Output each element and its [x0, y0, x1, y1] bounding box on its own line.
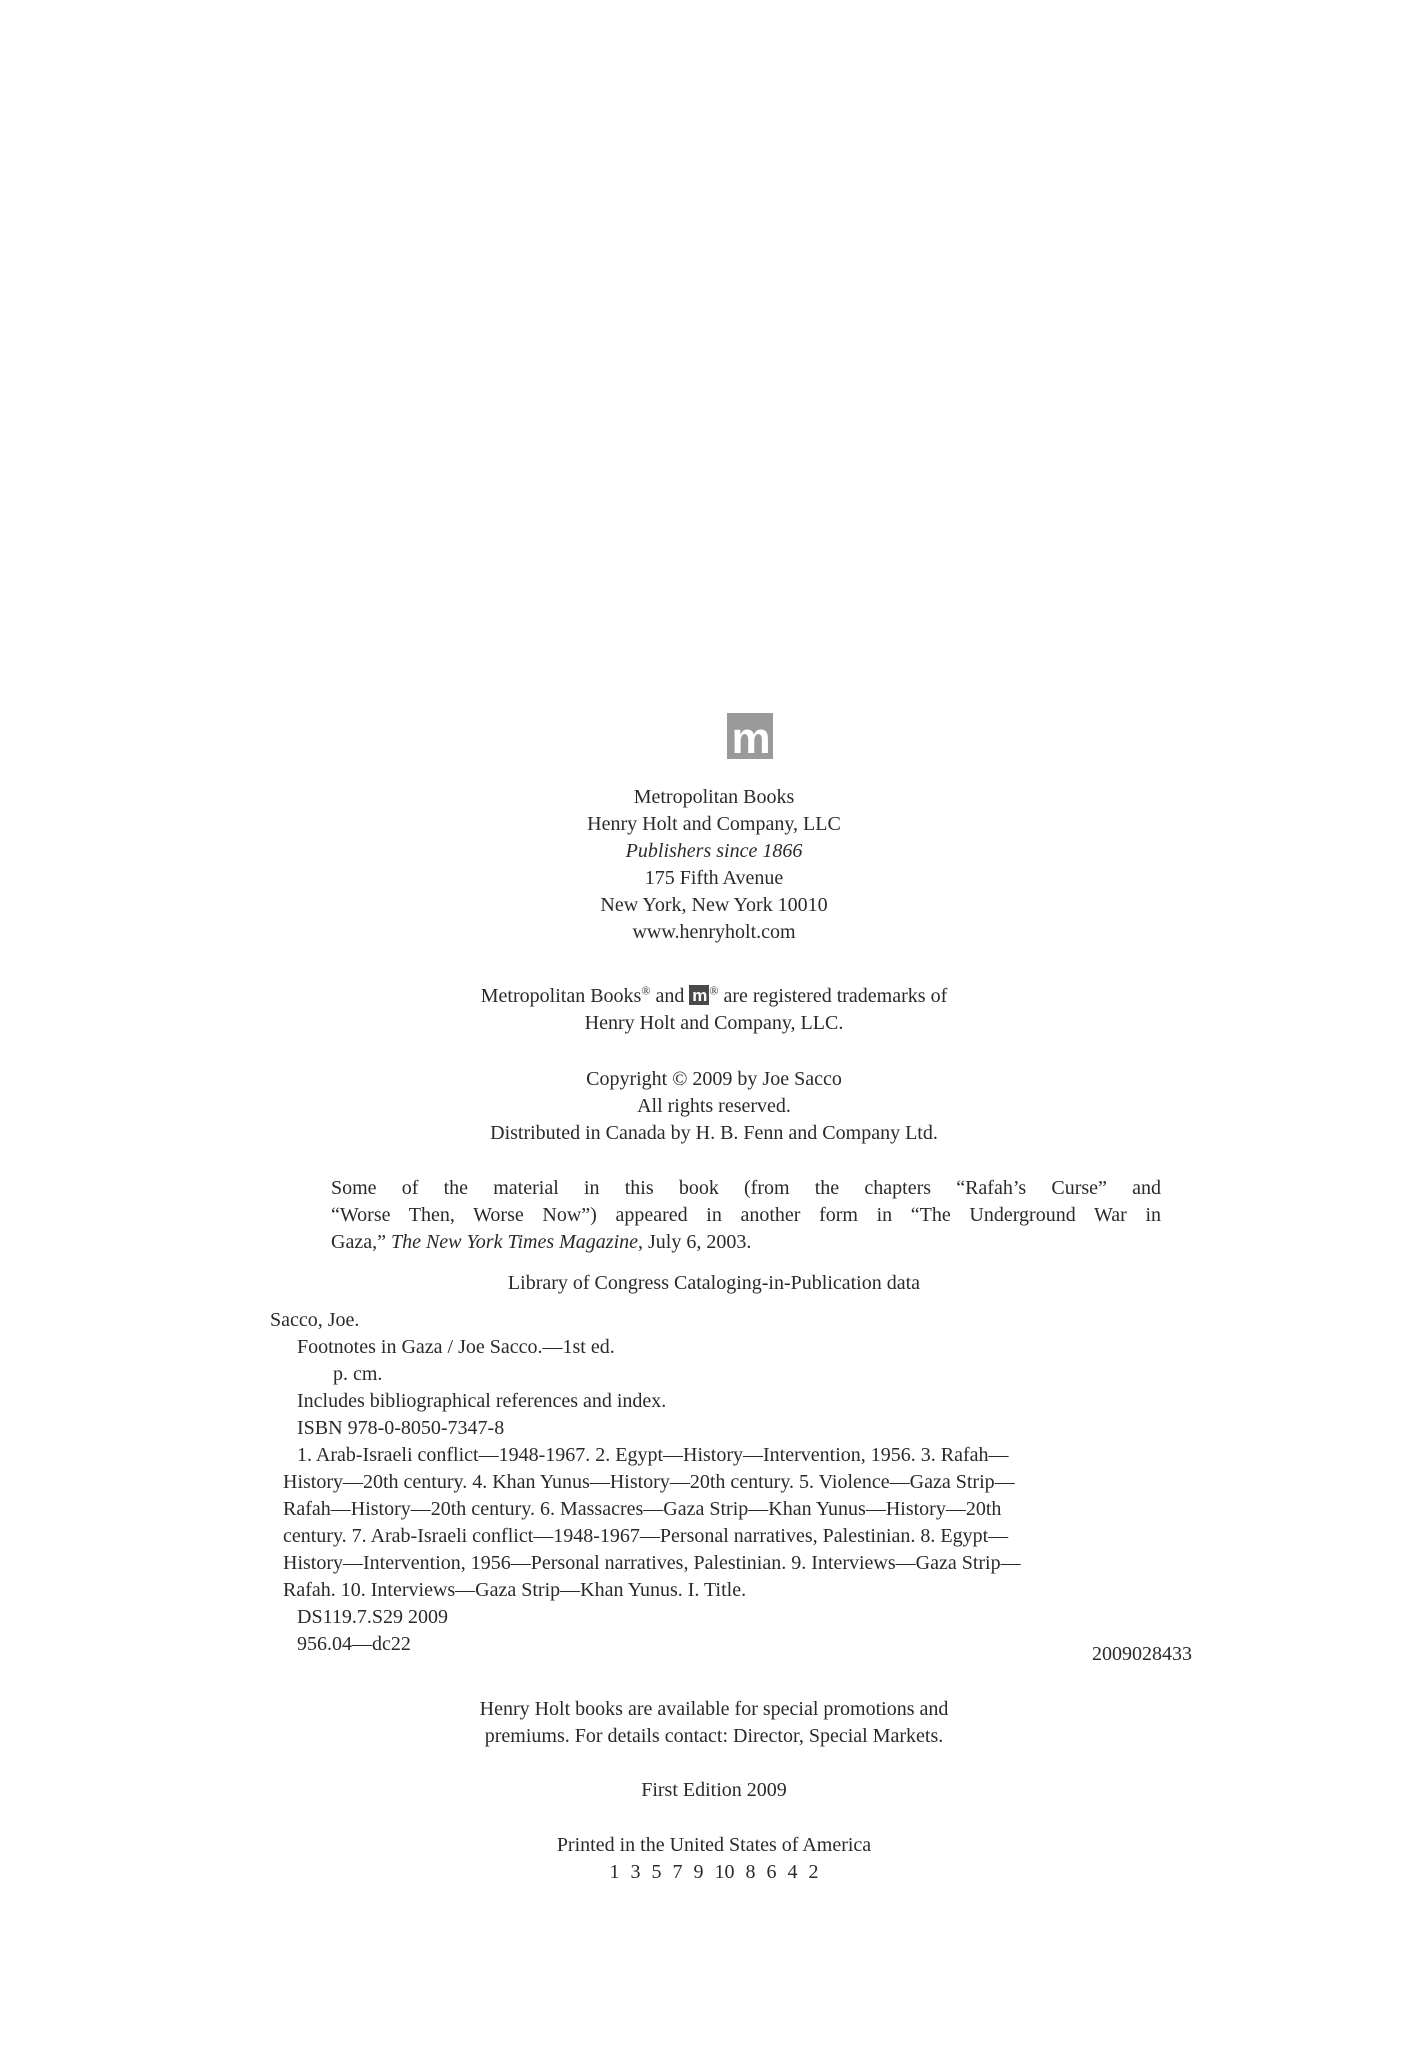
trademark-name: Metropolitan Books — [480, 985, 642, 1007]
special-markets-line-2: premiums. For details contact: Director, Special Markets. — [484, 1725, 944, 1747]
cip-dewey: 956.04—dc22 — [297, 1633, 411, 1655]
subject-line: century. 7. Arab-Israeli conflict—1948-1967—Personal narratives, Palestinian. 8. Egypt— — [283, 1525, 1009, 1547]
cip-author: Sacco, Joe. — [270, 1309, 360, 1331]
special-markets-notice — [0, 1696, 1428, 1750]
registered-mark: ® — [709, 983, 719, 998]
publisher-address — [0, 784, 1428, 946]
publisher-since: Publishers since 1866 — [625, 840, 803, 862]
distribution-line: Distributed in Canada by H. B. Fenn and Company Ltd. — [490, 1122, 938, 1144]
copyright-line: Copyright © 2009 by Joe Sacco — [586, 1068, 842, 1090]
edition: First Edition 2009 — [641, 1779, 787, 1801]
special-markets-line-1: Henry Holt books are available for special promotions and — [479, 1698, 949, 1720]
cip-heading: Library of Congress Cataloging-in-Publication data — [507, 1272, 921, 1294]
trademark-line-1 — [0, 983, 1428, 1010]
publisher-company: Henry Holt and Company, LLC — [587, 813, 841, 835]
note-source-prefix: Gaza,” — [331, 1231, 391, 1253]
trademark-notice — [0, 983, 1428, 1037]
publisher-logo-letter: m — [731, 714, 769, 763]
subject-line: History—20th century. 4. Khan Yunus—History—20th century. 5. Violence—Gaza Strip— — [283, 1471, 1015, 1493]
prior-publication-note — [331, 1175, 1161, 1256]
registered-mark: ® — [641, 983, 651, 998]
trademark-text: are registered trademarks of — [718, 985, 948, 1007]
cip-call-number: DS119.7.S29 2009 — [297, 1606, 448, 1628]
publisher-website: www.henryholt.com — [632, 921, 796, 943]
subject-line: History—Intervention, 1956—Personal narratives, Palestinian. 9. Interviews—Gaza Strip— — [283, 1552, 1021, 1574]
magazine-title: The New York Times Magazine — [390, 1231, 639, 1253]
printing-line: 1 3 5 7 9 10 8 6 4 2 — [609, 1861, 819, 1883]
publisher-logo-icon: m — [689, 985, 709, 1005]
copyright-notice — [0, 1066, 1428, 1147]
cip-title: Footnotes in Gaza / Joe Sacco.—1st ed. — [297, 1336, 615, 1358]
cip-includes: Includes bibliographical references and index. — [297, 1390, 667, 1412]
printed-location: Printed in the United States of America — [556, 1834, 872, 1856]
cip-lccn: 2009028433 — [1092, 1643, 1192, 1665]
publisher-name: Metropolitan Books — [633, 786, 795, 808]
publisher-street: 175 Fifth Avenue — [644, 867, 784, 889]
note-line-1: Some of the material in this book (from the chapters “Rafah’s Curse” and — [331, 1177, 1161, 1199]
subject-line: Rafah. 10. Interviews—Gaza Strip—Khan Yunus. I. Title. — [283, 1579, 747, 1601]
publisher-logo — [727, 713, 773, 763]
trademark-and: and — [650, 985, 690, 1007]
subject-line: Rafah—History—20th century. 6. Massacres—Gaza Strip—Khan Yunus—History—20th — [283, 1498, 1002, 1520]
note-date: , July 6, 2003. — [638, 1231, 752, 1253]
publisher-city: New York, New York 10010 — [600, 894, 828, 916]
note-line-3 — [331, 1229, 1161, 1256]
trademark-line-2: Henry Holt and Company, LLC. — [584, 1012, 844, 1034]
note-line-2: “Worse Then, Worse Now”) appeared in another form in “The Underground War in — [331, 1204, 1161, 1226]
cip-pages: p. cm. — [333, 1363, 383, 1385]
rights-line: All rights reserved. — [637, 1095, 791, 1117]
subject-line: 1. Arab-Israeli conflict—1948-1967. 2. Egypt—History—Intervention, 1956. 3. Rafah— — [297, 1444, 1009, 1466]
cip-subjects — [283, 1442, 1183, 1604]
cip-isbn: ISBN 978-0-8050-7347-8 — [297, 1417, 505, 1439]
